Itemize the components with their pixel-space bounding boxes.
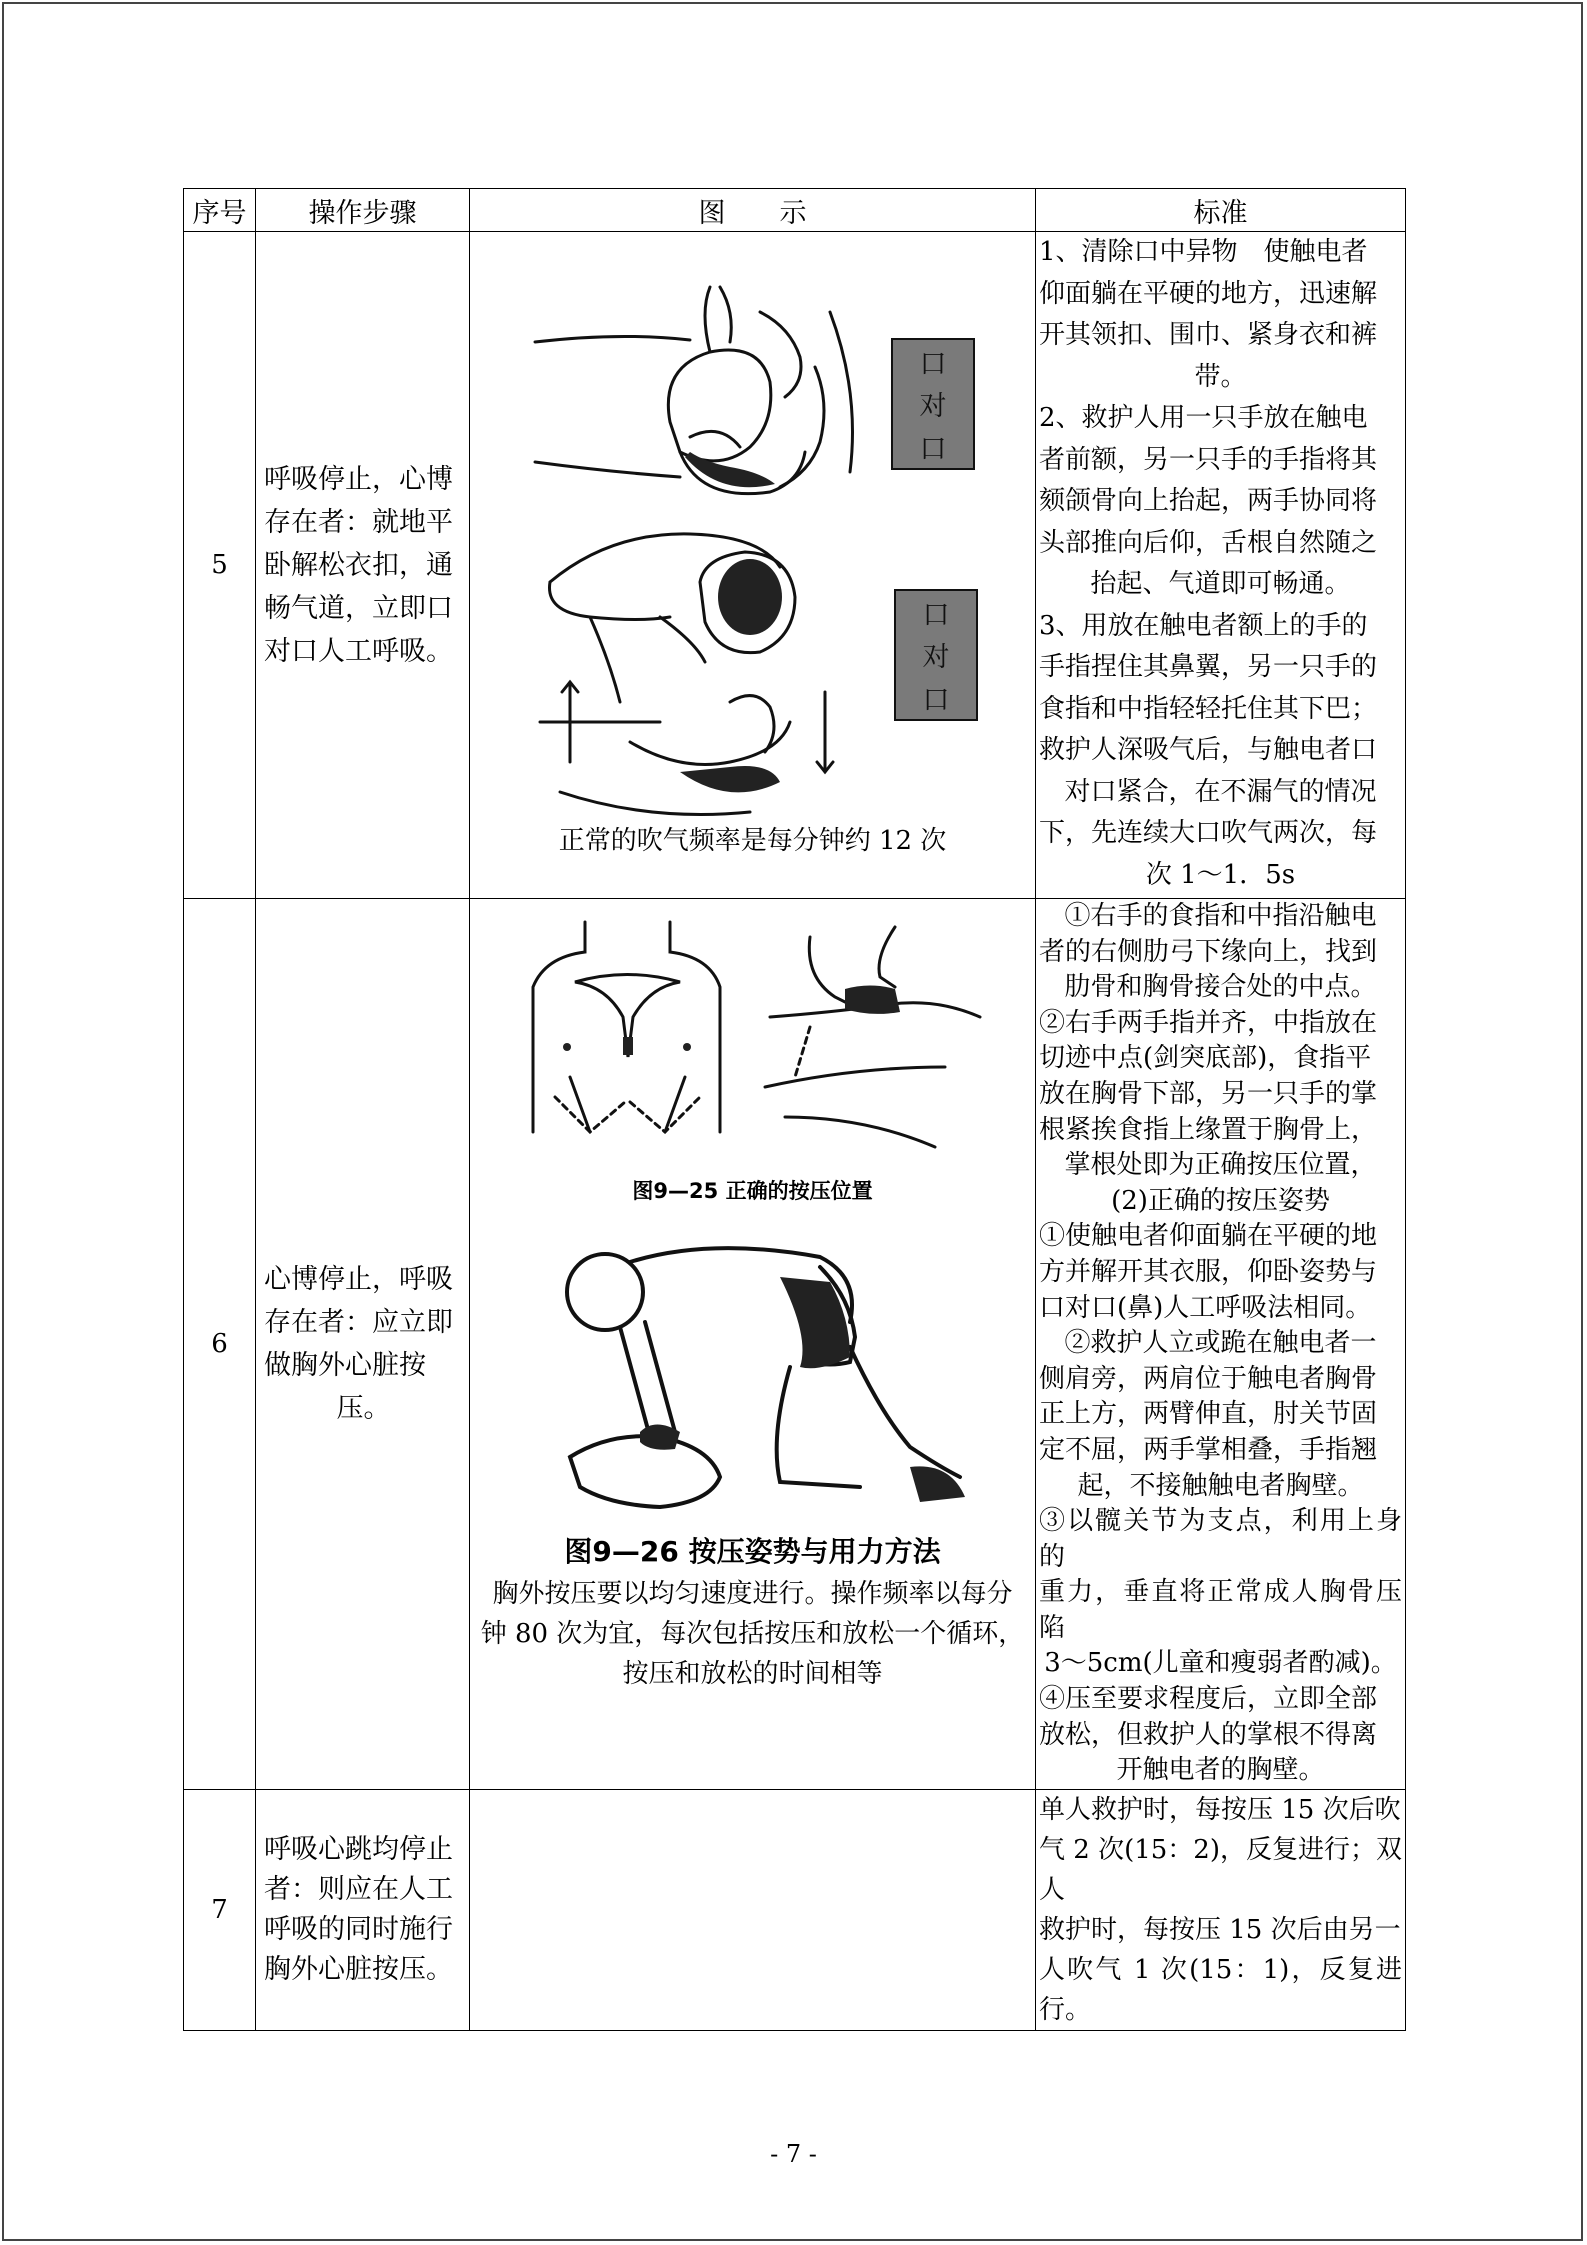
note-line: 钟 80 次为宜，每次包括按压和放松一个循环， — [480, 1619, 1025, 1649]
standard-line: 者的右侧肋弓下缘向上，找到 — [1039, 936, 1378, 967]
compression-position-illustration — [515, 917, 985, 1157]
table-row — [184, 232, 1406, 899]
step-line: 卧解松衣扣，通 — [264, 549, 453, 581]
standard-line: 切迹中点(剑突底部)，食指平 — [1039, 1043, 1372, 1074]
step-line: 做胸外心脏按 — [264, 1349, 426, 1381]
step-line: 对口人工呼吸。 — [264, 635, 453, 667]
standard-line: 次 1～1．5s — [1145, 859, 1296, 890]
standard-line: ②救护人立或跪在触电者一 — [1064, 1328, 1377, 1359]
standard-line: 侧肩旁，两肩位于触电者胸骨 — [1039, 1363, 1378, 1394]
standard-line: 单人救护时，每按压 15 次后吹 — [1039, 1794, 1401, 1825]
standard-line: 重力，垂直将正常成人胸骨压陷 — [1039, 1577, 1402, 1643]
step-line: 呼吸停止，心博 — [264, 463, 453, 495]
table-header-row — [184, 189, 1406, 232]
header-standard: 标准 — [1036, 189, 1406, 232]
row-step — [256, 1789, 470, 2030]
mouth-to-mouth-label-2: 口 对 口 — [894, 589, 978, 721]
standard-line: 放松，但救护人的掌根不得离 — [1039, 1719, 1378, 1750]
standard-line: 放在胸骨下部，另一只手的掌 — [1039, 1078, 1378, 1109]
standard-line: ①使触电者仰面躺在平硬的地 — [1039, 1221, 1378, 1252]
standard-line: 口对口(鼻)人工呼吸法相同。 — [1039, 1292, 1372, 1323]
standard-line: 肋骨和胸骨接合处的中点。 — [1064, 972, 1377, 1003]
row-step — [256, 899, 470, 1790]
first-aid-table — [183, 188, 1406, 2031]
standard-line: 2、救护人用一只手放在触电 — [1039, 403, 1368, 433]
standard-line: 气 2 次(15：2)，反复进行；双人 — [1039, 1834, 1402, 1905]
standard-line: 开触电者的胸壁。 — [1116, 1755, 1325, 1786]
header-steps: 操作步骤 — [256, 189, 470, 232]
step-line: 心博停止，呼吸 — [264, 1263, 453, 1295]
step-line: 压。 — [336, 1392, 391, 1424]
row-figure — [470, 899, 1036, 1790]
standard-line: ③以髋关节为支点，利用上身的 — [1039, 1506, 1402, 1572]
step-line: 存在者：就地平 — [264, 506, 453, 538]
standard-line: 起，不接触触电者胸壁。 — [1077, 1470, 1364, 1501]
standard-line: 方并解开其衣服，仰卧姿势与 — [1039, 1256, 1378, 1287]
compression-position-caption: 图9—25 正确的按压位置 — [632, 1179, 873, 1203]
standard-line: 根紧挨食指上缘置于胸骨上， — [1039, 1114, 1378, 1145]
standard-line: ②右手两手指并齐，中指放在 — [1039, 1007, 1378, 1038]
table-row — [184, 1789, 1406, 2030]
note-line: 按压和放松的时间相等 — [622, 1659, 883, 1689]
compression-posture-illustration — [550, 1237, 970, 1527]
standard-line: 颏颌骨向上抬起，两手协同将 — [1039, 486, 1378, 516]
header-seq: 序号 — [184, 189, 256, 232]
standard-line: 定不屈，两手掌相叠，手指翘 — [1039, 1434, 1378, 1465]
row-seq: 5 — [184, 232, 256, 899]
standard-line: (2)正确的按压姿势 — [1111, 1185, 1330, 1216]
standard-line: 仰面躺在平硬的地方，迅速解 — [1039, 278, 1378, 309]
step-line: 者：则应在人工 — [264, 1873, 453, 1905]
header-figure: 图 示 — [470, 189, 1036, 232]
step-line: 胸外心脏按压。 — [264, 1953, 453, 1985]
standard-line: 抬起、气道即可畅通。 — [1090, 569, 1351, 599]
row-standard — [1036, 232, 1406, 899]
standard-line: 手指捏住其鼻翼，另一只手的 — [1039, 652, 1378, 682]
compression-posture-caption: 图9—26 按压姿势与用力方法 — [564, 1535, 941, 1568]
standard-line: 带。 — [1194, 361, 1247, 392]
breathing-rate-caption: 正常的吹气频率是每分钟约 12 次 — [558, 826, 947, 856]
standard-line: 1、清除口中异物 使触电者 — [1039, 237, 1368, 267]
step-line: 存在者：应立即 — [264, 1306, 453, 1338]
standard-line: 正上方，两臂伸直，肘关节固 — [1039, 1399, 1378, 1430]
row-step — [256, 232, 470, 899]
row-figure-empty — [470, 1789, 1036, 2030]
standard-line: 食指和中指轻轻托住其下巴； — [1039, 693, 1378, 724]
row-seq: 7 — [184, 1789, 256, 2030]
standard-line: 救护时，每按压 15 次后由另一 — [1039, 1914, 1401, 1945]
step-line: 呼吸心跳均停止 — [264, 1833, 453, 1865]
standard-line: 救护人深吸气后，与触电者口 — [1039, 735, 1378, 765]
mouth-to-mouth-illustration — [530, 522, 870, 822]
standard-line: 人吹气 1 次(15：1)，反复进行。 — [1039, 1954, 1402, 2025]
step-line: 呼吸的同时施行 — [264, 1913, 453, 1945]
standard-line: 3～5cm(儿童和瘦弱者酌减)。 — [1044, 1648, 1397, 1679]
standard-line: 下，先连续大口吹气两次，每 — [1039, 818, 1378, 848]
row-figure — [470, 232, 1036, 899]
standard-line: 3、用放在触电者额上的手的 — [1039, 610, 1368, 641]
note-line: 胸外按压要以均匀速度进行。操作频率以每分 — [492, 1579, 1013, 1609]
standard-line: 开其领扣、围巾、紧身衣和裤 — [1039, 320, 1378, 350]
table-row — [184, 899, 1406, 1790]
standard-line: 头部推向后仰，舌根自然随之 — [1039, 527, 1378, 558]
page-number: - 7 - — [770, 2140, 817, 2168]
standard-line: ④压至要求程度后，立即全部 — [1039, 1684, 1378, 1715]
standard-line: 者前额，另一只手的手指将其 — [1039, 444, 1378, 475]
standard-line: ①右手的食指和中指沿触电 — [1064, 901, 1377, 931]
row-standard — [1036, 1789, 1406, 2030]
row-standard — [1036, 899, 1406, 1790]
head-tilt-illustration — [530, 272, 870, 502]
standard-line: 掌根处即为正确按压位置， — [1064, 1150, 1377, 1181]
mouth-to-mouth-label-1: 口 对 口 — [891, 338, 975, 470]
step-line: 畅气道，立即口 — [264, 592, 453, 624]
standard-line: 对口紧合，在不漏气的情况 — [1064, 776, 1377, 807]
row-seq: 6 — [184, 899, 256, 1790]
compression-note — [470, 1574, 1035, 1694]
